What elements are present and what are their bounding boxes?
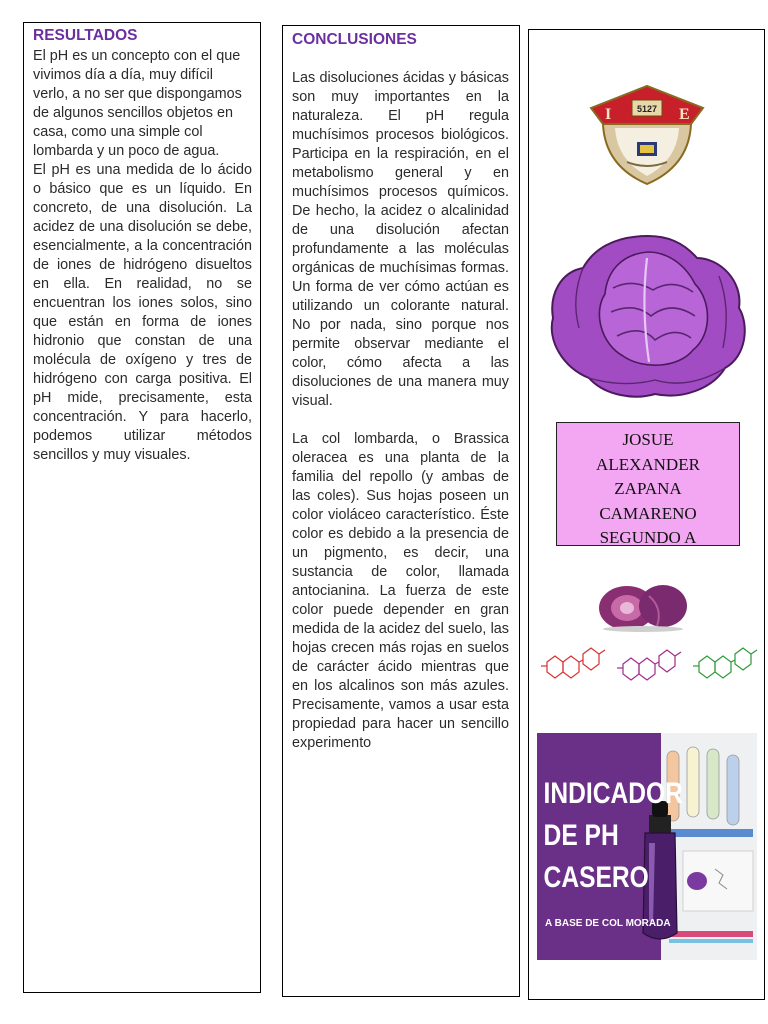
- conclusiones-paragraph-2: La col lombarda, o Brassica oleracea es una planta de la familia del repollo (y ambas de las coles). Sus hojas poseen un color violáceo característico. Éste color es debido a la presencia de un pigmento, es decir, una sustancia de color, llamada antocianina. La fuerza de este color puede depender en gran medida de la acidez del suelo, las hojas crecen más rojas en suelos de carácter ácido mientras que en los alcalinos son más azules. Precisamente, vamos a usar esta propiedad para hacer un sencillo experimento: [292, 431, 509, 751]
- red-cabbage-icon: [543, 228, 753, 403]
- conclusiones-panel: [282, 25, 520, 997]
- author-line: CAMARENO: [599, 503, 697, 523]
- resultados-paragraph-2: El pH es una medida de lo ácido o básico que es un líquido. En concreto, de una disolución. La acidez de una disolución se debe, esencialmente, a la concentración de iones de hidrógeno disueltos en ella. En realidad, no se encuentran los iones solos, sino que están en forma de iones hidronio que constan de una molécula de oxígeno y tres de hidrógeno con carga positiva. El pH mide, precisamente, esta concentración. Y para hacerlo, podemos utilizar métodos sencillos y muy visuales.: [33, 162, 252, 463]
- cabbage-photo-icon: [597, 582, 689, 632]
- ph-indicator-poster: [537, 733, 757, 960]
- author-line: JOSUE: [622, 430, 674, 449]
- author-line: ZAPANA: [614, 479, 682, 498]
- conclusiones-paragraph-1: Las disoluciones ácidas y básicas son muy importantes en la naturaleza. El pH regula muchísimos procesos biológicos. Participa en la respiración, en el metabolismo general y en muchísimos procesos químicos. De hecho, la acidez o alcalinidad de una disolución afectan profundamente a las moléculas orgánicas de muchísimas formas. Un forma de ver cómo actúan es utilizando un colorante natural. No por nada, sino porque nos permite observar mediante el color, cómo afecta a las disoluciones de una manera muy visual.: [292, 70, 509, 409]
- poster-title-line-1: INDICADOR: [543, 775, 683, 810]
- author-line: ALEXANDER: [596, 454, 700, 474]
- poster-title-line-3: CASERO: [543, 859, 649, 894]
- poster-subtitle: A BASE DE COL MORADA: [545, 918, 671, 929]
- resultados-paragraph-1: El pH es un concepto con el que vivimos día a día, muy difícil verlo, a no ser que dispongamos de algunos sencillos objetos en casa, como una simple col lombarda y un poco de agua.: [33, 48, 242, 159]
- author-name-box: [556, 422, 740, 546]
- cover-panel: [528, 29, 765, 1000]
- conclusiones-title: CONCLUSIONES: [292, 31, 417, 48]
- crest-letter-left: I: [605, 106, 612, 123]
- poster-title-line-2: DE PH: [543, 817, 619, 852]
- crest-number: 5127: [636, 104, 658, 114]
- anthocyanin-molecules-icon: [537, 632, 759, 698]
- school-crest-icon: [587, 78, 707, 188]
- resultados-panel: [23, 22, 261, 993]
- crest-letter-right: E: [679, 106, 690, 123]
- resultados-title: RESULTADOS: [33, 27, 138, 44]
- author-line: SEGUNDO A: [599, 528, 697, 546]
